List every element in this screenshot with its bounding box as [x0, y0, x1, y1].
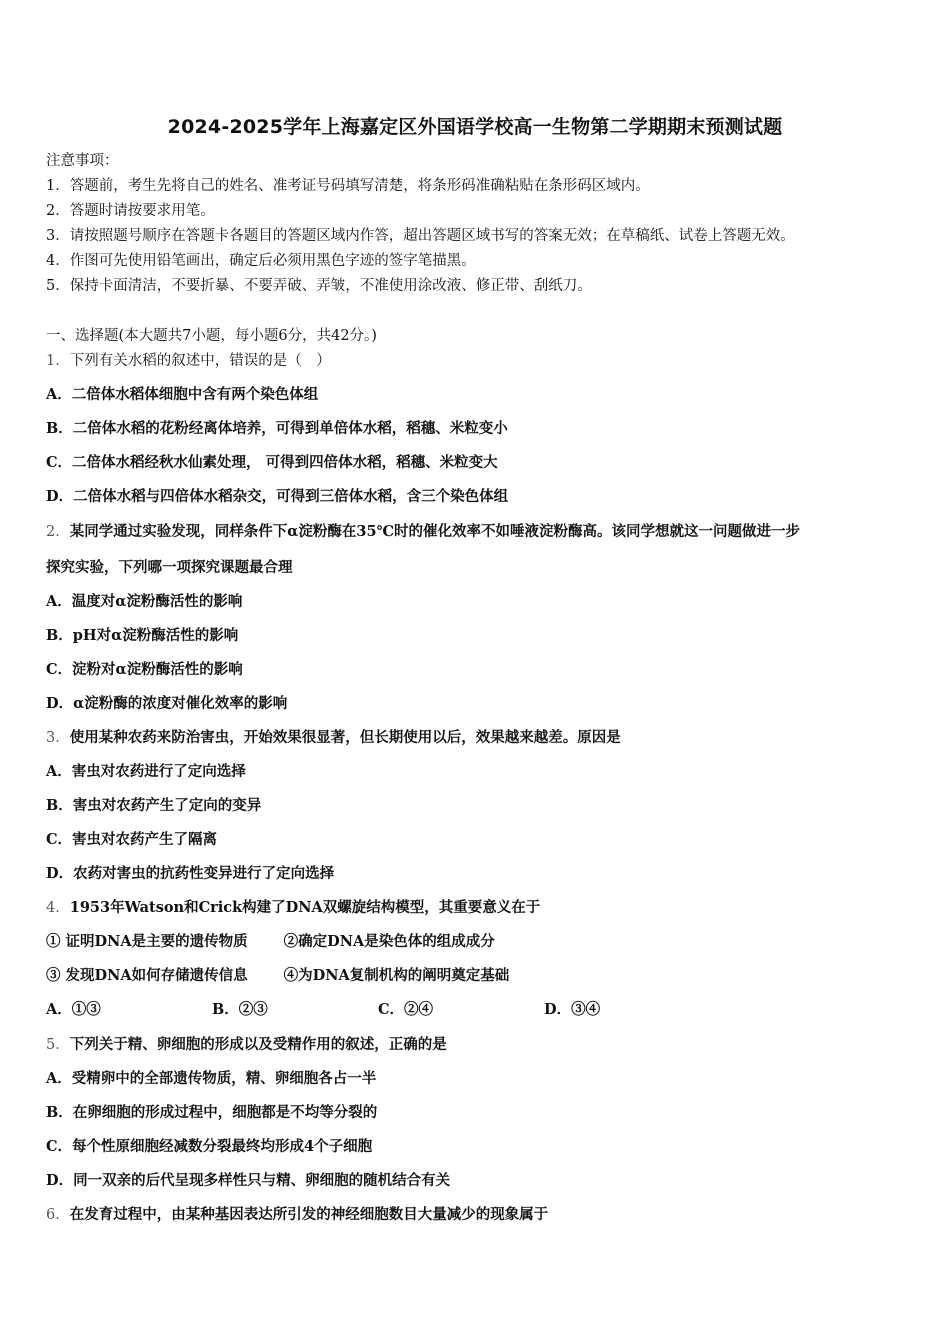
question-3-stem	[46, 728, 621, 748]
question-2-option-d: D．α淀粉酶的浓度对催化效率的影响	[46, 695, 288, 712]
notice-item-3: 3．请按照题号顺序在答题卡各题目的答题区域内作答，超出答题区域书写的答案无效；在草稿纸、试卷上答题无效。	[46, 228, 795, 244]
question-1-option-c: C．二倍体水稻经秋水仙素处理， 可得到四倍体水稻，稻穗、米粒变大	[46, 454, 498, 471]
question-text: 使用某种农药来防治害虫，开始效果很显著，但长期使用以后，效果越来越差。原因是	[69, 729, 621, 746]
question-6-stem	[46, 1205, 548, 1225]
question-2-option-c: C．淀粉对α淀粉酶活性的影响	[46, 661, 243, 678]
statement-3: ③ 发现DNA如何存储遗传信息	[46, 967, 248, 984]
page-title: 2024-2025学年上海嘉定区外国语学校高一生物第二学期期末预测试题	[167, 116, 783, 138]
notice-item-5: 5．保持卡面清洁，不要折暴、不要弄破、弄皱，不准使用涂改液、修正带、刮纸刀。	[46, 278, 592, 294]
question-number: 6．	[46, 1207, 70, 1223]
choice-b: B．②③	[212, 1001, 268, 1018]
question-number: 3．	[46, 730, 70, 746]
question-number: 2．	[46, 524, 70, 540]
question-5-option-d: D．同一双亲的后代呈现多样性只与精、卵细胞的随机结合有关	[46, 1172, 451, 1189]
question-text: 1953年Watson和Crick构建了DNA双螺旋结构模型，其重要意义在于	[69, 899, 541, 916]
question-text: 某同学通过实验发现，同样条件下α淀粉酶在35℃时的催化效率不如唾液淀粉酶高。该同学想就这一问题做进一步	[69, 523, 800, 540]
question-number: 1．	[46, 353, 70, 369]
statement-4: ④为DNA复制机构的阐明奠定基础	[283, 967, 510, 984]
question-3-option-a: A．害虫对农药进行了定向选择	[46, 763, 246, 780]
question-text: 下列关于精、卵细胞的形成以及受精作用的叙述，正确的是	[69, 1036, 447, 1053]
notice-heading: 注意事项：	[46, 153, 119, 169]
choice-c: C．②④	[378, 1001, 434, 1018]
choice-a: A．①③	[46, 1001, 101, 1018]
question-3-option-d: D．农药对害虫的抗药性变异进行了定向选择	[46, 865, 335, 882]
question-text: 下列有关水稻的叙述中，错误的是（ ）	[69, 353, 331, 369]
notice-item-1: 1．答题前，考生先将自己的姓名、准考证号码填写清楚，将条形码准确粘贴在条形码区域内。	[46, 178, 650, 194]
question-1-option-b: B．二倍体水稻的花粉经离体培养，可得到单倍体水稻，稻穗、米粒变小	[46, 420, 508, 437]
question-1-stem	[46, 351, 331, 371]
question-1-option-a: A．二倍体水稻体细胞中含有两个染色体组	[46, 386, 319, 403]
question-number: 4．	[46, 900, 70, 916]
question-5-option-b: B．在卵细胞的形成过程中，细胞都是不均等分裂的	[46, 1104, 378, 1121]
notice-item-2: 2．答题时请按要求用笔。	[46, 203, 215, 219]
statement-2: ②确定DNA是染色体的组成成分	[283, 933, 495, 950]
question-text: 在发育过程中，由某种基因表达所引发的神经细胞数目大量减少的现象属于	[69, 1206, 549, 1223]
question-4-choices	[46, 1000, 600, 1020]
statement-1: ① 证明DNA是主要的遗传物质	[46, 933, 248, 950]
question-4-stem	[46, 898, 540, 918]
notice-item-4: 4．作图可先使用铅笔画出，确定后必须用黑色字迹的签字笔描黑。	[46, 253, 476, 269]
section-heading: 一、选择题(本大题共7小题，每小题6分，共42分。)	[46, 328, 377, 344]
question-5-option-a: A．受精卵中的全部遗传物质，精、卵细胞各占一半	[46, 1070, 377, 1087]
choice-d: D．③④	[544, 1001, 601, 1018]
question-3-option-c: C．害虫对农药产生了隔离	[46, 831, 218, 848]
question-4-statement-row-2	[46, 966, 509, 986]
question-number: 5．	[46, 1037, 70, 1053]
question-2-stem	[46, 522, 800, 542]
question-4-statement-row-1	[46, 932, 495, 952]
question-2-stem-continued: 探究实验，下列哪一项探究课题最合理	[46, 559, 293, 576]
question-2-option-b: B．pH对α淀粉酶活性的影响	[46, 627, 239, 644]
question-2-option-a: A．温度对α淀粉酶活性的影响	[46, 593, 243, 610]
question-5-stem	[46, 1035, 447, 1055]
question-1-option-d: D．二倍体水稻与四倍体水稻杂交，可得到三倍体水稻，含三个染色体组	[46, 488, 509, 505]
question-5-option-c: C．每个性原细胞经减数分裂最终均形成4个子细胞	[46, 1138, 373, 1155]
question-3-option-b: B．害虫对农药产生了定向的变异	[46, 797, 262, 814]
